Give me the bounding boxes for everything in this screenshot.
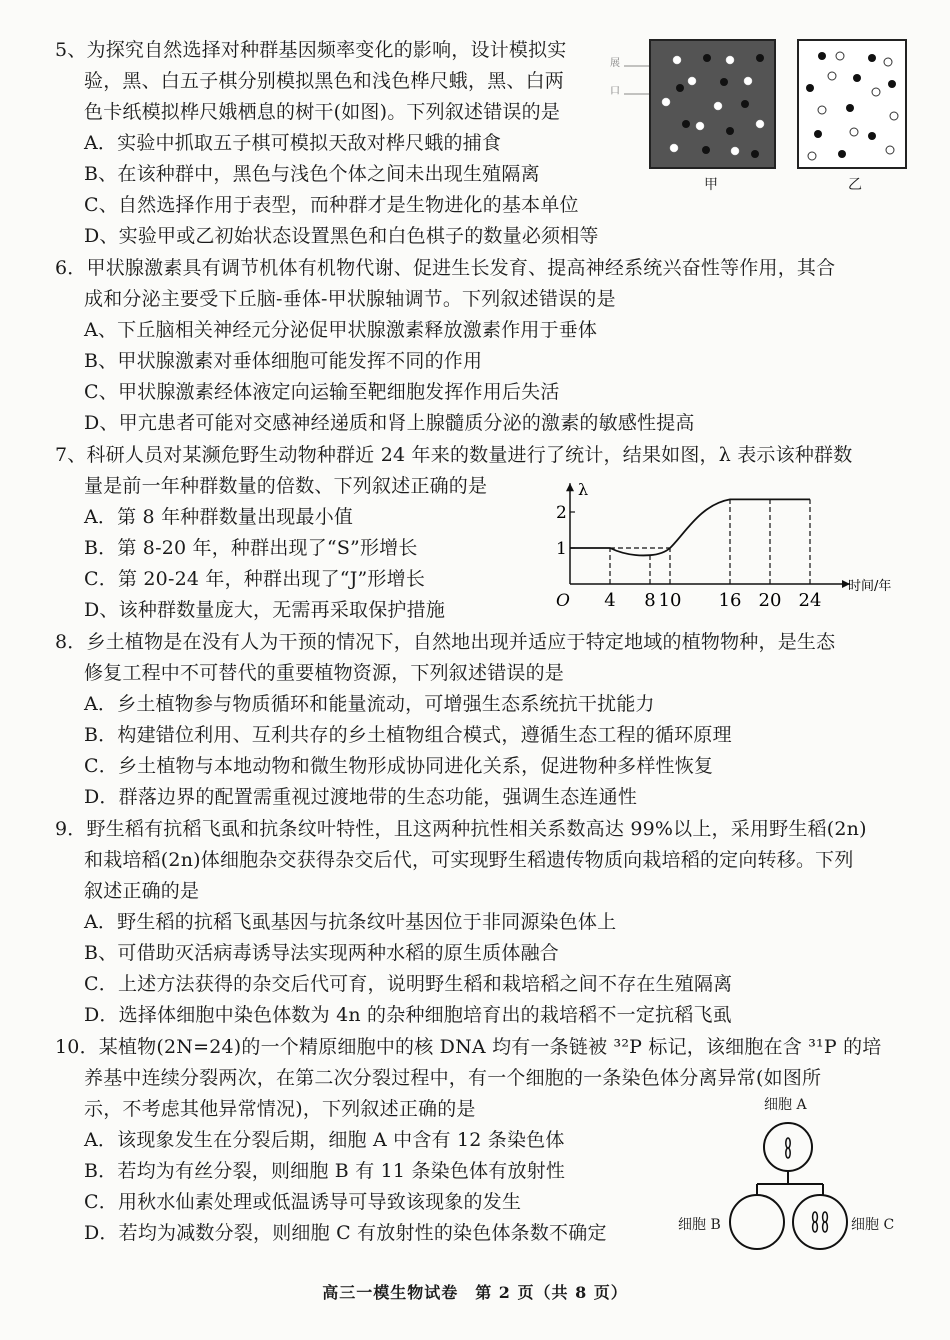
q10-stem-line: 10．某植物(2N=24)的一个精原细胞中的核 DNA 均有一条链被 ³²P 标记，该细胞在含 ³¹P 的培 <box>55 1036 882 1058</box>
q10-stem-line: 养基中连续分裂两次，在第二次分裂过程中，有一个细胞的一条染色体分离异常(如图所 <box>84 1067 822 1089</box>
chromosome-icon <box>786 1138 790 1158</box>
y-tick-label: 1 <box>556 539 567 559</box>
q9-stem-line: 和栽培稻(2n)体细胞杂交获得杂交后代，可实现野生稻遗传物质向栽培稻的定向转移。下列 <box>84 849 854 871</box>
q6-option-b: B、甲状腺激素对垂体细胞可能发挥不同的作用 <box>84 350 483 372</box>
figure-label-yi: 乙 <box>848 177 862 193</box>
q5-diagram <box>610 36 910 196</box>
q6-option-c: C、甲状腺激素经体液定向运输至靶细胞发挥作用后失活 <box>84 381 560 403</box>
q7-option-d: D、该种群数量庞大，无需再采取保护措施 <box>84 599 446 621</box>
page-footer: 高三一模生物试卷 第 2 页（共 8 页） <box>322 1283 628 1302</box>
x-tick-label: 16 <box>718 590 742 611</box>
q5-stem-line: 验，黑、白五子棋分别模拟黑色和浅色桦尺蛾，黑、白两 <box>84 70 565 92</box>
cell-division-diagram <box>670 1092 910 1262</box>
cell-c-label: 细胞 C <box>851 1217 895 1233</box>
q5-option-a: A．实验中抓取五子棋可模拟天敌对桦尺蛾的捕食 <box>84 132 502 154</box>
x-tick-label: 24 <box>798 590 822 611</box>
q9-stem-line: 叙述正确的是 <box>84 880 200 902</box>
q5-option-b: B、在该种群中，黑色与浅色个体之间未出现生殖隔离 <box>84 163 540 185</box>
q9-option-b: B、可借助灭活病毒诱导法实现两种水稻的原生质体融合 <box>84 942 559 964</box>
q7-stem-line: 量是前一年种群数量的倍数、下列叙述正确的是 <box>84 475 488 497</box>
q10-option-c: C．用秋水仙素处理或低温诱导可导致该现象的发生 <box>84 1191 522 1213</box>
q7-stem-line: 7、科研人员对某濒危野生动物种群近 24 年来的数量进行了统计，结果如图，λ 表示该种群数 <box>55 444 853 466</box>
q10-option-b: B．若均为有丝分裂，则细胞 B 有 11 条染色体有放射性 <box>84 1160 566 1182</box>
q8-stem-line: 8．乡土植物是在没有人为干预的情况下，自然地出现并适应于特定地域的植物物种，是生态 <box>55 631 836 653</box>
q8-option-b: B．构建错位利用、互利共存的乡土植物组合模式，遵循生态工程的循环原理 <box>84 724 732 746</box>
x-tick-label: 10 <box>658 590 682 611</box>
cell-b-label: 细胞 B <box>678 1217 721 1233</box>
q6-option-d: D、甲亢患者可能对交感神经递质和肾上腺髓质分泌的激素的敏感性提高 <box>84 412 695 434</box>
y-tick-label: 2 <box>556 503 567 523</box>
q6-stem-line: 6．甲状腺激素具有调节机体有机物代谢、促进生长发育、提高神经系统兴奋性等作用，其合 <box>55 257 836 279</box>
lambda-line-chart <box>540 470 920 620</box>
origin-label: O <box>556 591 570 611</box>
q5-option-c: C、自然选择作用于表型，而种群才是生物进化的基本单位 <box>84 194 579 216</box>
q5-option-d: D、实验甲或乙初始状态设置黑色和白色棋子的数量必须相等 <box>84 225 599 247</box>
chromosome-icon <box>813 1212 828 1232</box>
x-axis-label: 时间/年 <box>848 579 892 594</box>
cell-a-label: 细胞 A <box>764 1097 807 1113</box>
q7-option-a: A．第 8 年种群数量出现最小值 <box>84 506 354 528</box>
y-axis-label: λ <box>578 480 589 500</box>
q8-option-c: C．乡土植物与本地动物和微生物形成协同进化关系，促进物种多样性恢复 <box>84 755 714 777</box>
q5-figure-side-label: 展 <box>610 58 620 69</box>
x-tick-label: 20 <box>758 590 782 611</box>
q6-stem-line: 成和分泌主要受下丘脑-垂体-甲状腺轴调节。下列叙述错误的是 <box>84 288 616 310</box>
q8-stem-line: 修复工程中不可替代的重要植物资源，下列叙述错误的是 <box>84 662 565 684</box>
q10-stem-line: 示，不考虑其他异常情况)，下列叙述正确的是 <box>84 1098 476 1120</box>
cell-b-circle <box>730 1195 784 1249</box>
q5-figure-side-label: 口 <box>610 86 620 97</box>
q9-option-c: C．上述方法获得的杂交后代可育，说明野生稻和栽培稻之间不存在生殖隔离 <box>84 973 733 995</box>
q10-option-a: A．该现象发生在分裂后期，细胞 A 中含有 12 条染色体 <box>84 1129 565 1151</box>
q9-option-a: A．野生稻的抗稻飞虱基因与抗条纹叶基因位于非同源染色体上 <box>84 911 617 933</box>
q8-option-d: D．群落边界的配置需重视过渡地带的生态功能，强调生态连通性 <box>84 786 638 808</box>
q9-option-d: D．选择体细胞中染色体数为 4n 的杂种细胞培育出的栽培稻不一定抗稻飞虱 <box>84 1004 732 1026</box>
x-tick-label: 4 <box>604 590 616 611</box>
q9-stem-line: 9．野生稻有抗稻飞虱和抗条纹叶特性，且这两种抗性相关系数高达 99%以上，采用野生稻(2n) <box>55 818 867 840</box>
figure-label-jia: 甲 <box>704 177 718 193</box>
cell-a-circle <box>764 1123 812 1171</box>
y-axis-arrow <box>566 483 574 491</box>
lambda-series-line <box>570 499 810 555</box>
cell-diagram-svg <box>670 1092 910 1262</box>
q7-option-c: C．第 20-24 年，种群出现了“J”形增长 <box>84 568 426 590</box>
x-tick-label: 8 <box>644 590 656 611</box>
q7-option-b: B．第 8-20 年，种群出现了“S”形增长 <box>84 537 418 559</box>
cell-c-circle <box>793 1195 847 1249</box>
q10-option-d: D．若均为减数分裂，则细胞 C 有放射性的染色体条数不确定 <box>84 1222 607 1244</box>
q5-stem-line: 5、为探究自然选择对种群基因频率变化的影响，设计模拟实 <box>55 39 567 61</box>
q6-option-a: A、下丘脑相关神经元分泌促甲状腺激素释放激素作用于垂体 <box>84 319 598 341</box>
q5-stem-line: 色卡纸模拟桦尺娥栖息的树干(如图)。下列叙述错误的是 <box>84 101 561 123</box>
q5-figure <box>610 36 910 196</box>
q8-option-a: A．乡土植物参与物质循环和能量流动，可增强生态系统抗干扰能力 <box>84 693 655 715</box>
